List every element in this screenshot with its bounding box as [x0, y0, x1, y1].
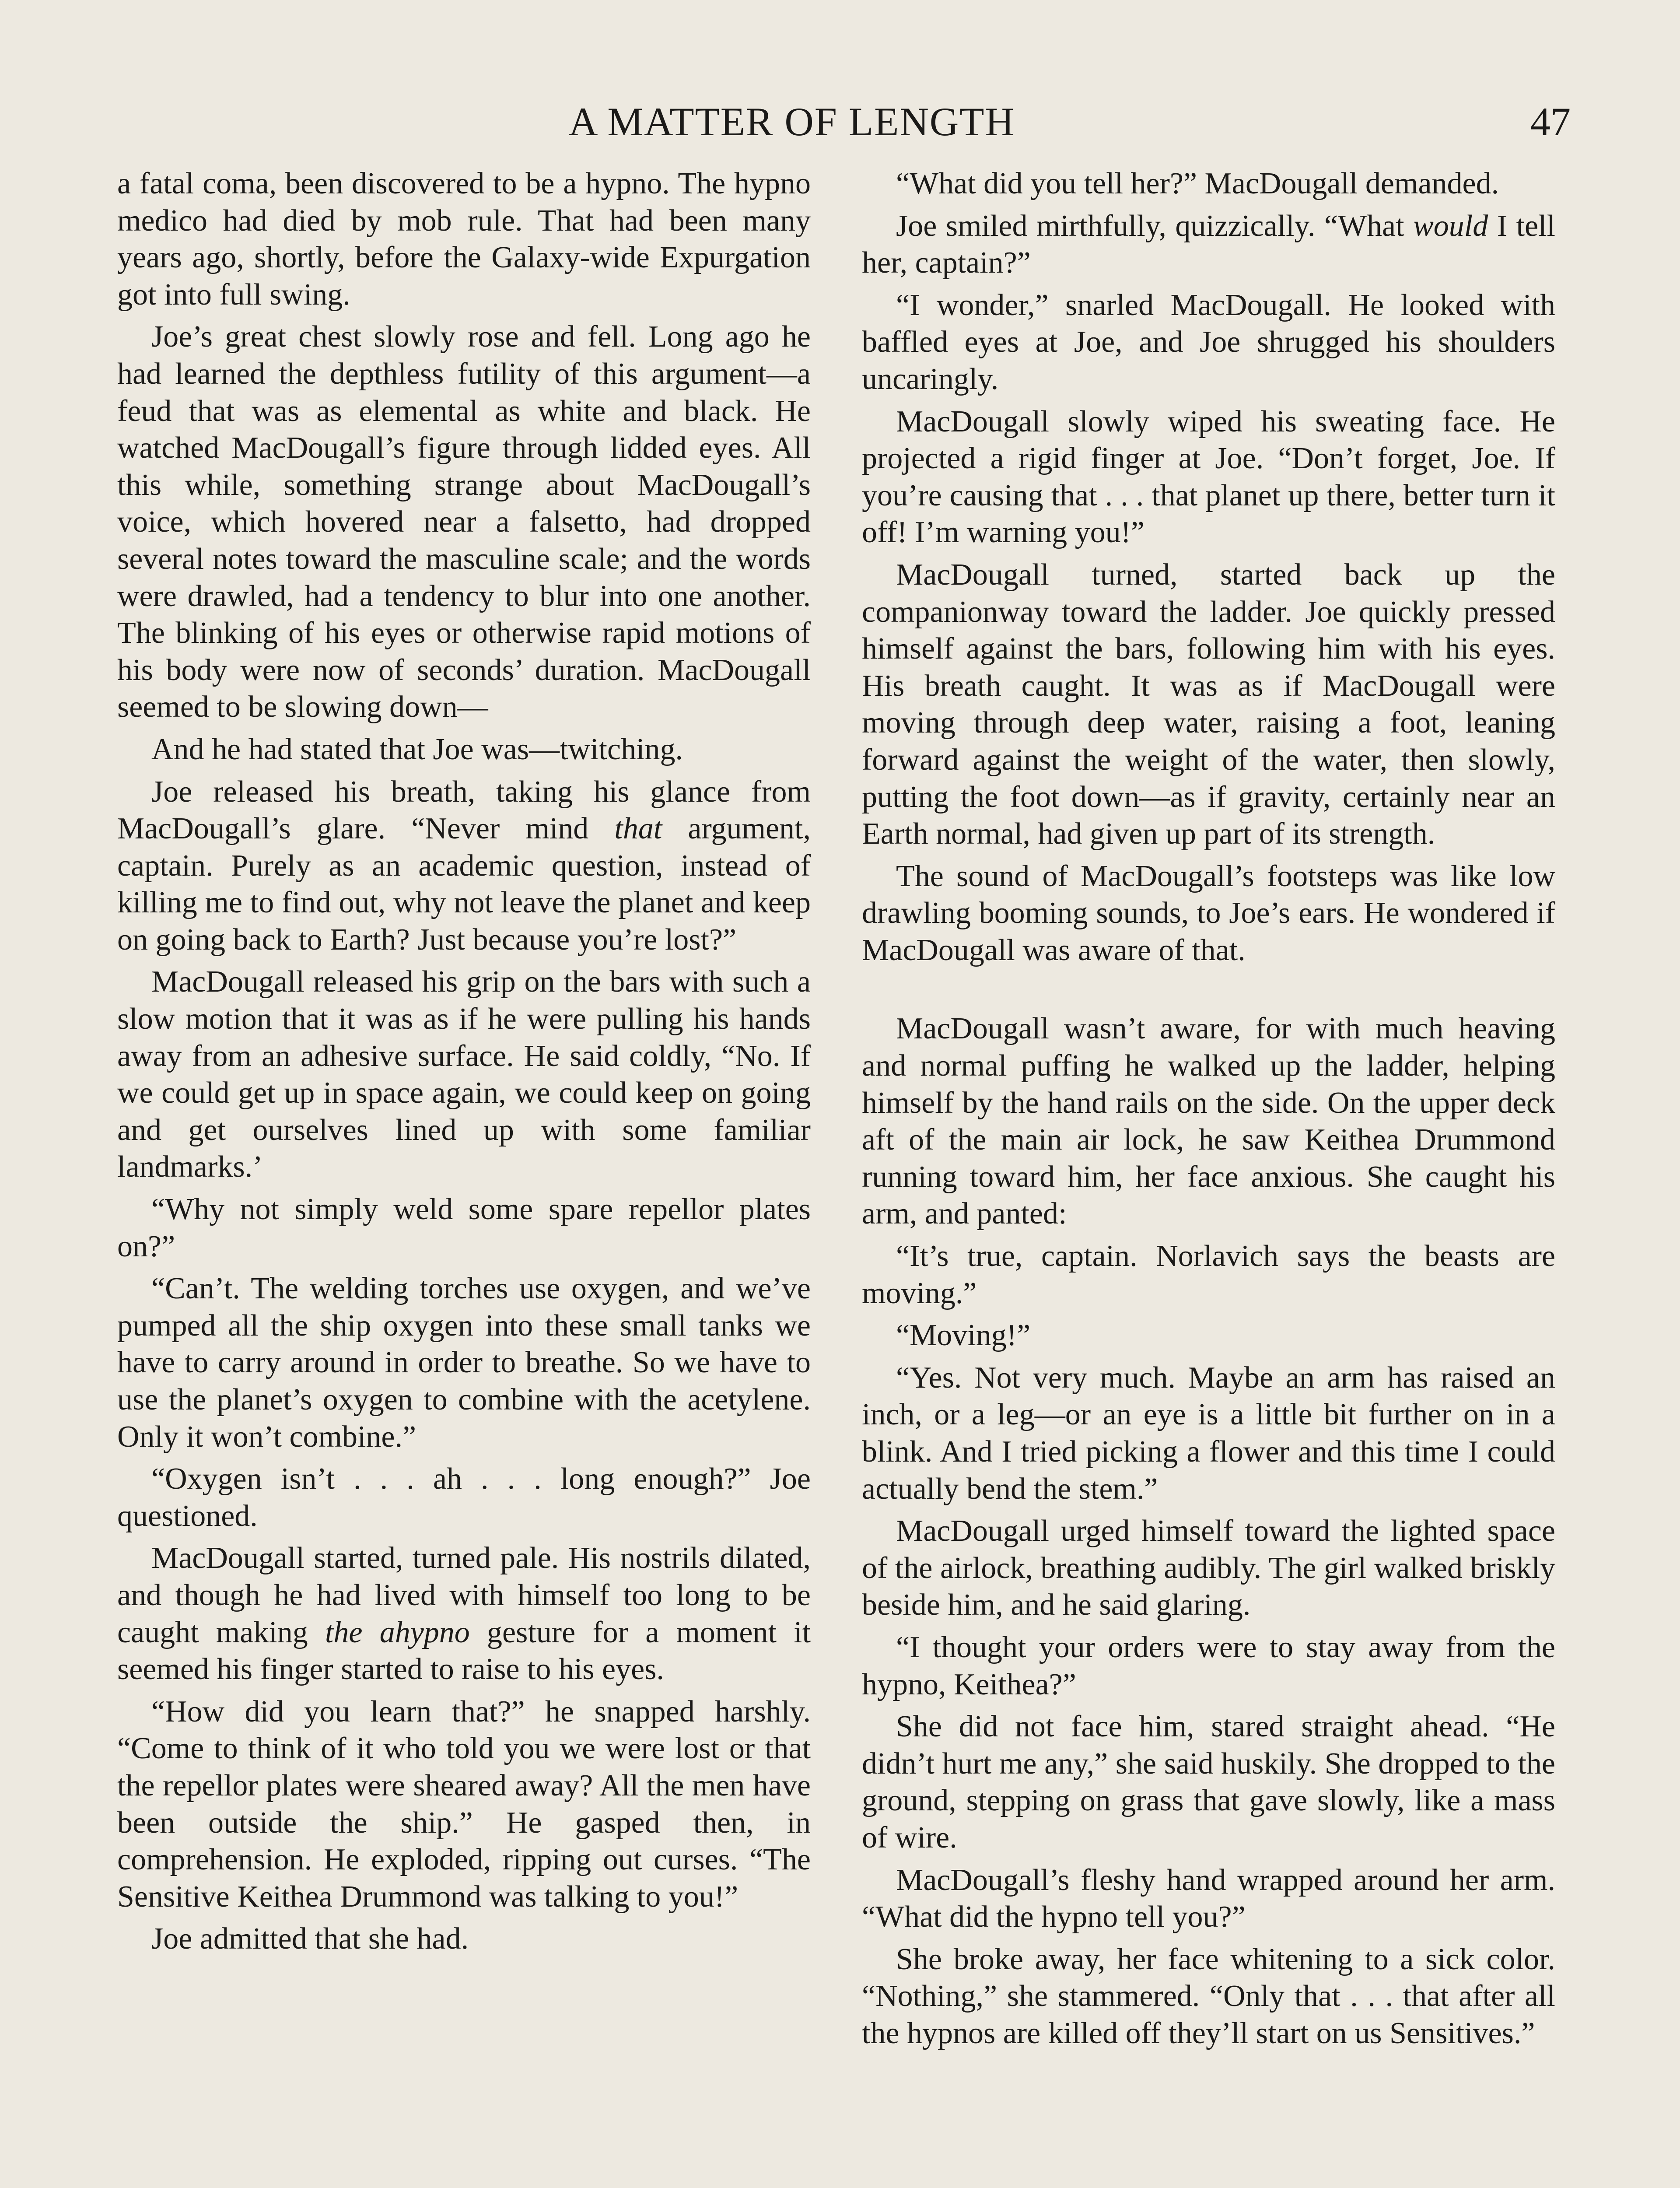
- paragraph: “How did you learn that?” he snapped harshly. “Come to think of it who told you we were lost or that the repellor plates were sheared away? All the men have been outside the ship.” He gasped then, in comprehension. He exploded, ripping out curses. “The Sensitive Keithea Drummond was talking to you!”: [117, 1694, 811, 1914]
- paragraph: MacDougall urged himself toward the lighted space of the airlock, breathing audibly. The girl walked briskly beside him, and he said glaring.: [862, 1514, 1555, 1622]
- paragraph: MacDougall’s fleshy hand wrapped around her arm. “What did the hypno tell you?”: [862, 1863, 1555, 1934]
- paragraph: “I thought your orders were to stay away from the hypno, Keithea?”: [862, 1630, 1555, 1701]
- paragraph: “Moving!”: [896, 1318, 1031, 1353]
- paragraph: And he had stated that Joe was—twitching.: [151, 732, 683, 766]
- paragraph: MacDougall wasn’t aware, for with much heaving and normal puffing he walked up the ladder, helping himself by the hand rails on the side. On the upper deck aft of the main air lock, he saw Keithea Drummond running toward him, her face anxious. She caught his arm, and panted:: [862, 1012, 1555, 1231]
- paragraph: MacDougall slowly wiped his sweating face. He projected a rigid finger at Joe. “Don’t forget, Joe. If you’re causing that . . . that planet up there, better turn it off! I’m warning you!”: [862, 404, 1555, 550]
- paragraph: MacDougall turned, started back up the companionway toward the ladder. Joe quickly pressed himself against the bars, following him with his eyes. His breath caught. It was as if MacDougall were moving through deep water, raising a foot, leaning forward against the weight of the water, then slowly, putting the foot down—as if gravity, certainly near an Earth normal, had given up part of its strength.: [862, 558, 1555, 851]
- paragraph: “I wonder,” snarled MacDougall. He looked with baffled eyes at Joe, and Joe shrugged his shoulders uncaringly.: [862, 288, 1555, 396]
- paragraph: “Why not simply weld some spare repellor plates on?”: [117, 1192, 811, 1263]
- paragraph: MacDougall started, turned pale. His nostrils dilated, and though he had lived with himself too long to be caught making the ahypno gesture for a moment it seemed his finger started to raise to his eyes.: [117, 1541, 811, 1687]
- paragraph: “Oxygen isn’t . . . ah . . . long enough?” Joe questioned.: [117, 1462, 811, 1533]
- page-number: 47: [1530, 99, 1571, 144]
- paragraph: Joe smiled mirthfully, quizzically. “What would I tell her, captain?”: [862, 209, 1555, 280]
- right-column: [862, 165, 1555, 2058]
- paragraph: Joe released his breath, taking his glance from MacDougall’s glare. “Never mind that argument, captain. Purely as an academic question, instead of killing me to find out, why not leave the planet and keep on going back to Earth? Just because you’re lost?”: [117, 775, 811, 957]
- paragraph: a fatal coma, been discovered to be a hypno. The hypno medico had died by mob rule. That had been many years ago, shortly, before the Galaxy-wide Expurgation got into full swing.: [117, 167, 811, 312]
- paragraph: The sound of MacDougall’s footsteps was like low drawling booming sounds, to Joe’s ears. He wondered if MacDougall was aware of that.: [862, 859, 1555, 967]
- paragraph: “It’s true, captain. Norlavich says the beasts are moving.”: [862, 1239, 1555, 1310]
- paragraph: Joe’s great chest slowly rose and fell. Long ago he had learned the depthless futility of this argument—a feud that was as elemental as white and black. He watched MacDougall’s figure through lidded eyes. All this while, something strange about MacDougall’s voice, which hovered near a falsetto, had dropped several notes toward the masculine scale; and the words were drawled, had a tendency to blur into one another. The blinking of his eyes or otherwise rapid motions of his body were now of seconds’ duration. MacDougall seemed to be slowing down—: [117, 320, 811, 724]
- page-header: [569, 98, 1571, 151]
- paragraph: MacDougall released his grip on the bars with such a slow motion that it was as if he were pulling his hands away from an adhesive surface. He said coldly, “No. If we could get up in space again, we could keep on going and get ourselves lined up with some familiar landmarks.’: [117, 965, 811, 1184]
- paragraph: She broke away, her face whitening to a sick color. “Nothing,” she stammered. “Only that . . . that after all the hypnos are killed off they’ll start on us Sensitives.”: [862, 1942, 1555, 2050]
- paragraph: “Yes. Not very much. Maybe an arm has raised an inch, or a leg—or an eye is a little bit further on in a blink. And I tried picking a flower and this time I could actually bend the stem.”: [862, 1360, 1555, 1506]
- paragraph: Joe admitted that she had.: [151, 1922, 469, 1956]
- left-column: [117, 165, 811, 1963]
- running-title: A MATTER OF LENGTH: [569, 99, 1015, 144]
- paragraph: She did not face him, stared straight ahead. “He didn’t hurt me any,” she said huskily. She dropped to the ground, stepping on grass that gave slowly, like a mass of wire.: [862, 1710, 1555, 1855]
- paragraph: “Can’t. The welding torches use oxygen, and we’ve pumped all the ship oxygen into these small tanks we have to carry around in order to breathe. So we have to use the planet’s oxygen to combine with the acetylene. Only it won’t combine.”: [117, 1272, 811, 1454]
- paragraph: “What did you tell her?” MacDougall demanded.: [896, 167, 1499, 200]
